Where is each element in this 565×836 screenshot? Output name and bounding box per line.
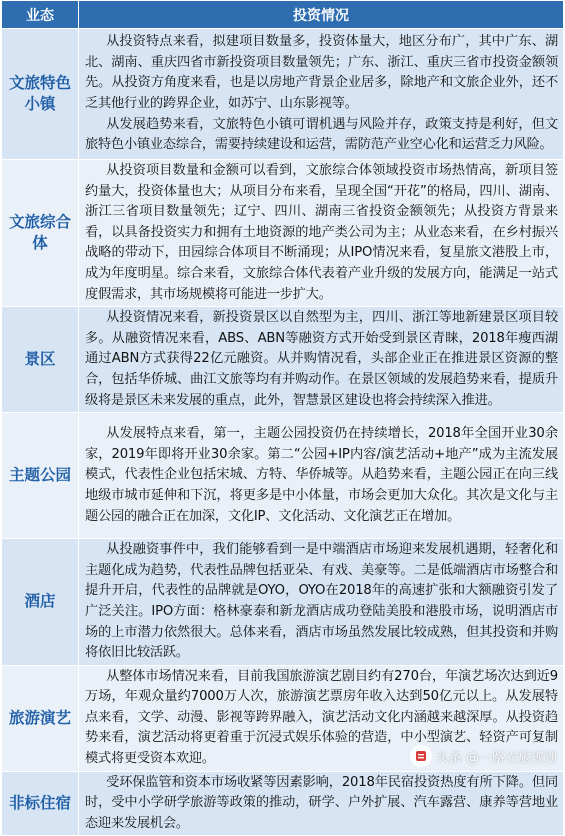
paragraph: 从投资情况来看，新投资景区以自然型为主，四川、浙江等地新建景区项目较多。从融资情况来看，ABS、ABN等融资方式开始受到景区青睐，2018年瘦西湖通过ABN方式获得22亿元融资。从并购情况看，头部企业正在推进景区资源的整合，包括华侨城、曲江文旅等均有并购动作。在景区领域的发展趋势来看，提质升级将是景区未来发展的重点，此外，智慧景区建设也将会持续深入推进。 [85, 308, 558, 411]
table-row [2, 539, 564, 666]
header-investment: 投资情况 [79, 1, 564, 29]
table-row [2, 771, 564, 836]
table-row [2, 29, 564, 160]
headline-logo-icon [410, 745, 432, 767]
table-row [2, 307, 564, 413]
table-row [2, 160, 564, 307]
content-cell [79, 413, 564, 539]
investment-table [1, 0, 564, 836]
watermark [410, 745, 557, 767]
category-cell: 非标住宿 [2, 771, 79, 836]
paragraph: 从投资特点来看，拟建项目数量多，投资体量大，地区分布广，其中广东、湖北、湖南、重庆四省市新投资项目数量领先；广东、浙江、重庆三省市投资金额领先。从投资方角度来看，也是以房地产背景企业居多，除地产和文旅企业外，还不乏其他行业的跨界企业，如苏宁、山东影视等。 [85, 32, 558, 114]
category-cell: 酒店 [2, 539, 79, 666]
watermark-text: 头条 @一路衣旅规划 [436, 747, 557, 766]
category-cell: 旅游演艺 [2, 665, 79, 771]
headline-logo-icon [414, 749, 428, 763]
paragraph: 从投资项目数量和金额可以看到，文旅综合体领域投资市场热情高，新项目签约量大，投资体量也大；从项目分布来看，呈现全国“开花”的格局，四川、湖南、浙江三省项目数量领先；辽宁、四川、湖南三省投资金额领先；从投资方背景来看，以具备投资实力和拥有土地资源的地产类公司为主；从业态来看，在乡村振兴战略的带动下，田园综合体项目不断涌现；从IPO情况来看，复星旅文港股上市，成为年度明星。综合来看，文旅综合体代表着产业升级的发展方向，能满足一站式度假需求，其市场规模将可能进一步扩大。 [85, 161, 558, 305]
content-cell [79, 29, 564, 160]
table-row [2, 413, 564, 539]
content-cell [79, 771, 564, 836]
paragraph: 从整体市场情况来看，目前我国旅游演艺剧目约有270台，年演艺场次达到近9万场，年观众量约7000万人次，旅游演艺票房年收入达到50亿元以上。从发展特点来看，文学、动漫、影视等跨界融入，演艺活动文化内涵越来越深厚。从投资趋势来看，演艺活动将更着重于沉浸式娱乐体验的营造，中小型演艺、轻资产可复制模式将更受资本欢迎。 [85, 667, 558, 770]
paragraph: 从发展特点来看，第一，主题公园投资仍在持续增长，2018年全国开业30余家，2019年即将开业30余家。第二“公园+IP内容/演艺活动+地产”成为主流发展模式，代表性企业包括宋城、方特、华侨城等。从趋势来看，主题公园正在向三线地级市城市延伸和下沉，将更多是中小体量，市场会更加大众化。其次是文化与主题公园的融合正在加深，文化IP、文化活动、文化演艺正在增加。 [85, 424, 558, 527]
header-category: 业态 [2, 1, 79, 29]
table-header-row [2, 1, 564, 29]
category-cell: 文旅综合体 [2, 160, 79, 307]
paragraph: 受环保监管和资本市场收紧等因素影响，2018年民宿投资热度有所下降。但同时，受中小学研学旅游等政策的推动，研学、户外扩展、汽车露营、康养等营地业态迎来发展机会。 [85, 773, 558, 835]
paragraph: 从发展趋势来看，文旅特色小镇可谓机遇与风险并存，政策支持是利好，但文旅特色小镇业态综合，需要持续建设和运营，需防范产业空心化和运营乏力风险。 [85, 115, 558, 156]
content-cell [79, 307, 564, 413]
category-cell: 文旅特色小镇 [2, 29, 79, 160]
content-cell [79, 539, 564, 666]
category-cell: 主题公园 [2, 413, 79, 539]
content-cell [79, 160, 564, 307]
paragraph: 从投融资事件中，我们能够看到一是中端酒店市场迎来发展机遇期，轻奢化和主题化成为趋势，代表性品牌包括亚朵、有戏、美豪等。二是低端酒店市场整合和提升开启，代表性的品牌就是OYO，OYO在2018年的高速扩张和大额融资引发了广泛关注。IPO方面：格林豪泰和新龙酒店成功登陆美股和港股市场，说明酒店市场的上市潜力依然很大。总体来看，酒店市场虽然发展比较成熟，但其投资和并购将依旧比较活跃。 [85, 540, 558, 664]
category-cell: 景区 [2, 307, 79, 413]
